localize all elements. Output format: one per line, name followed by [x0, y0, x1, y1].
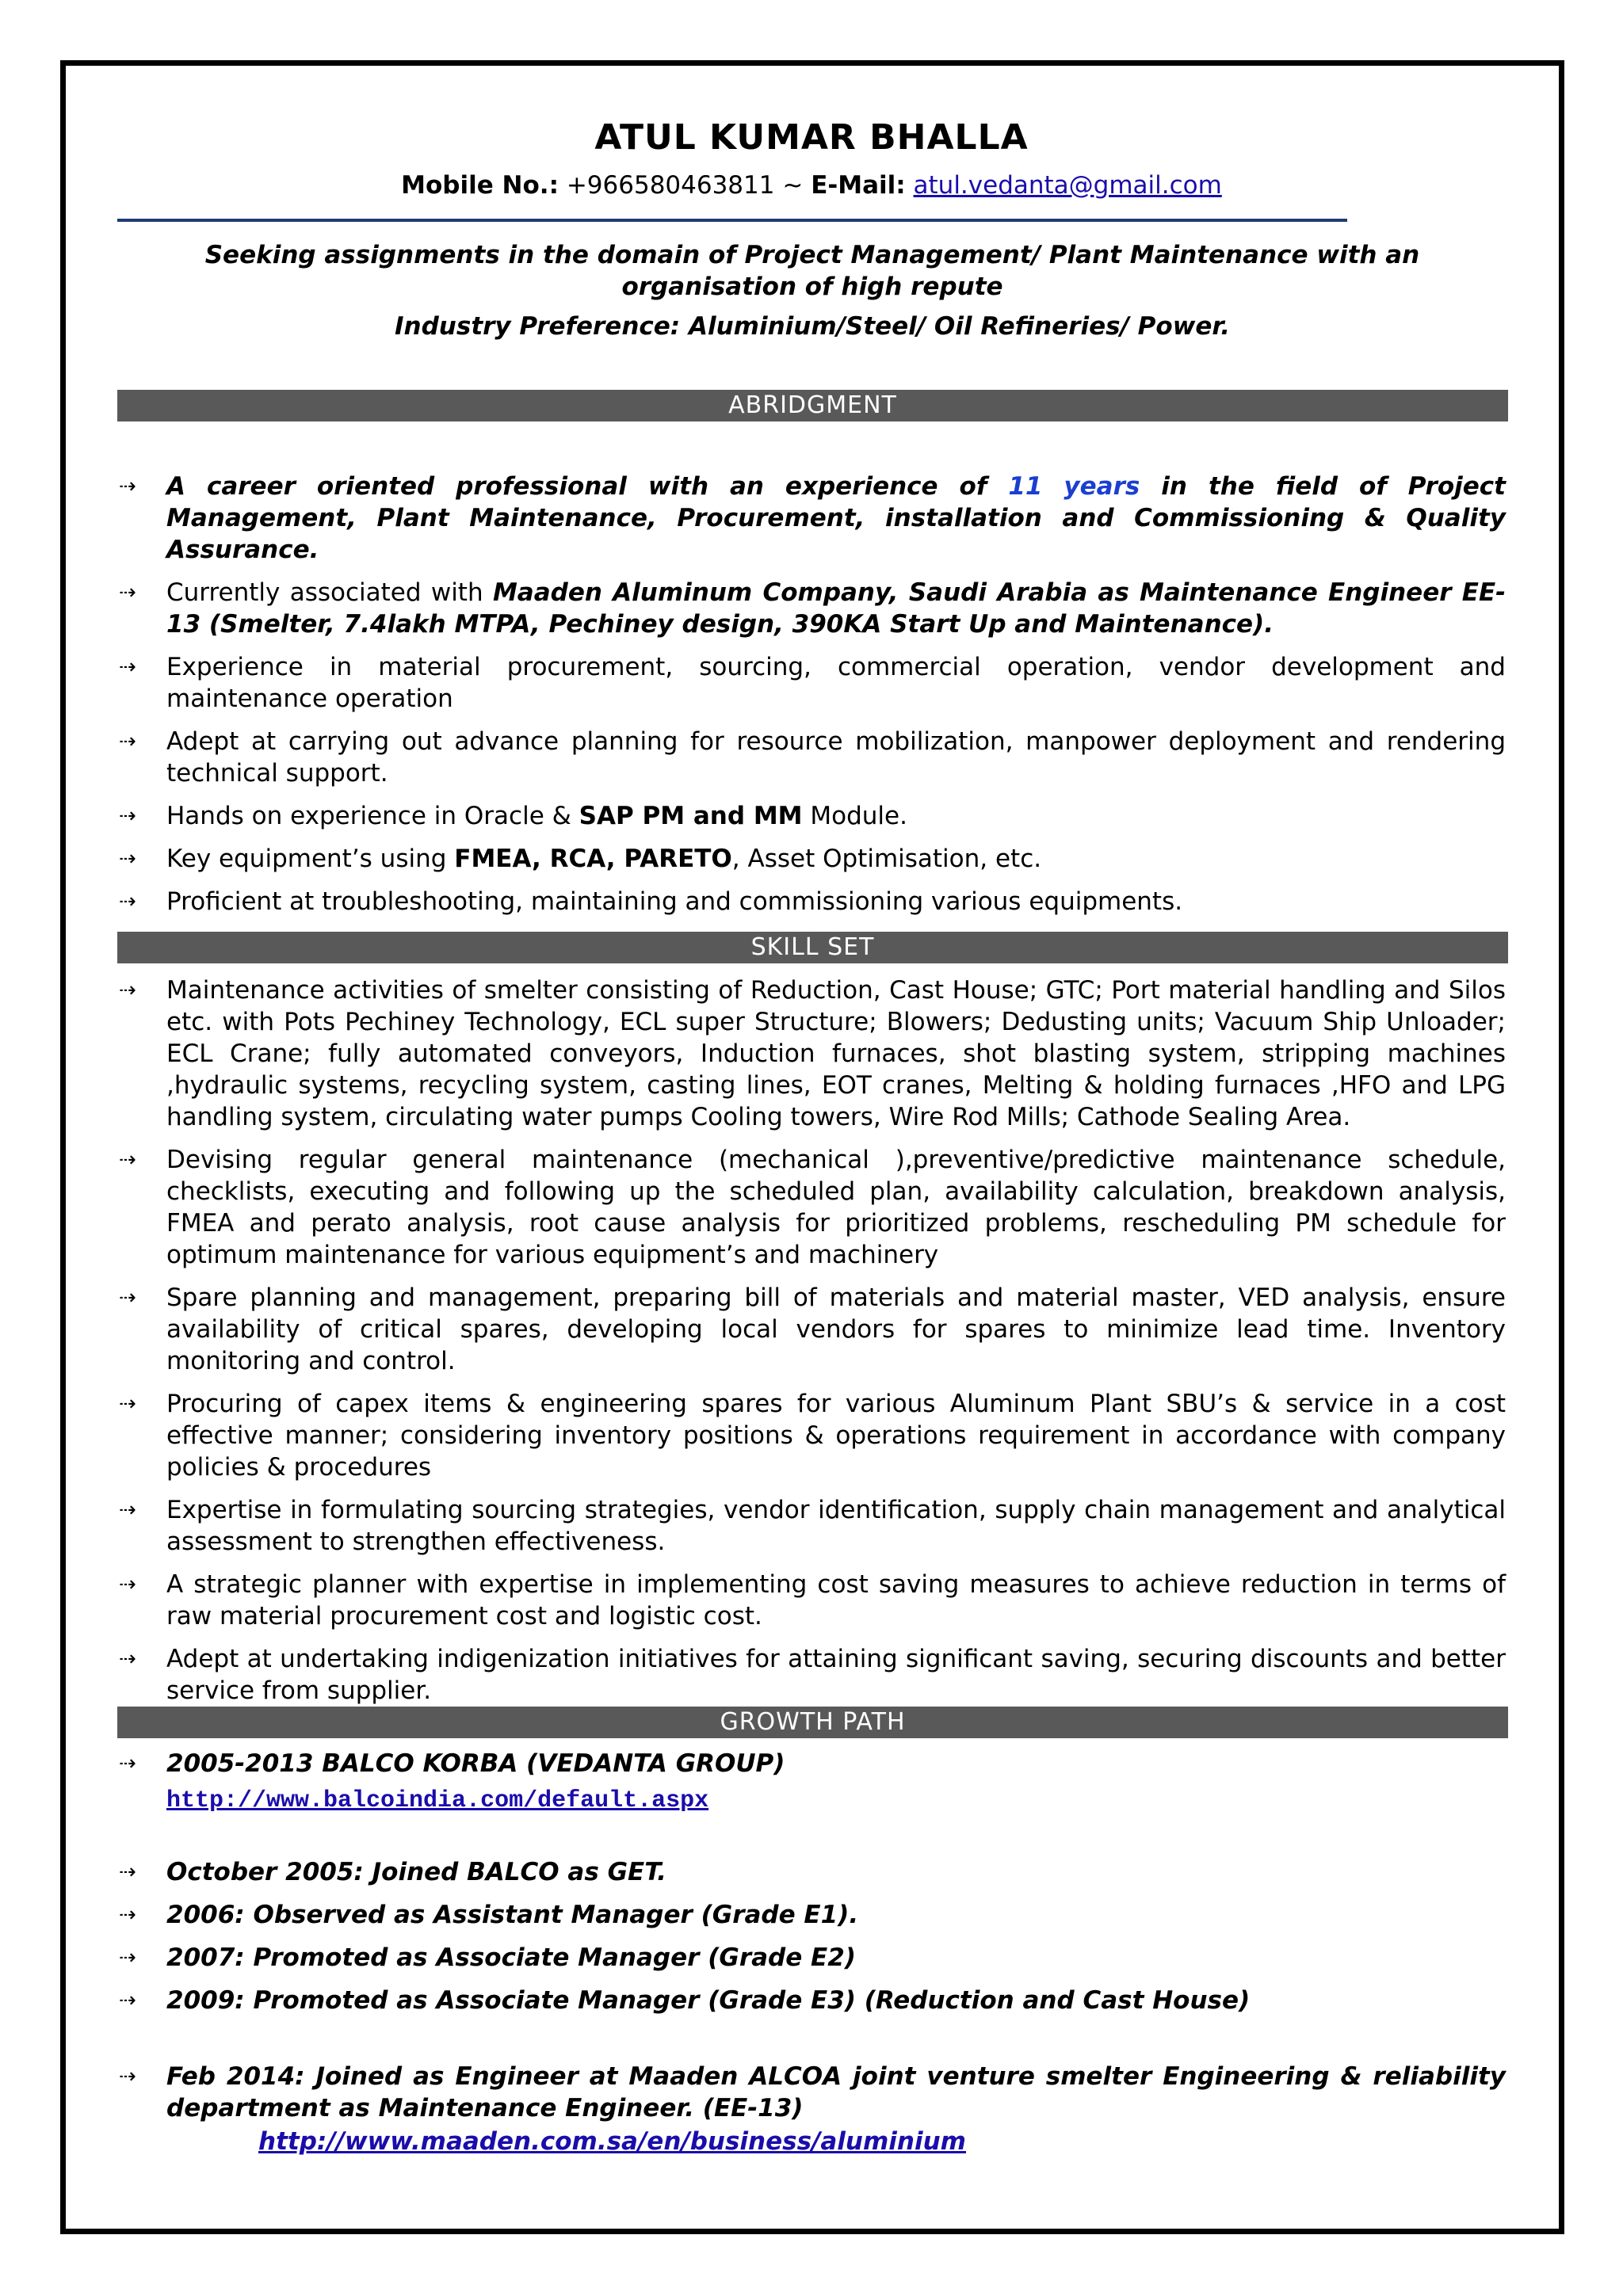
list-item: ⇢ October 2005: Joined BALCO as GET. [119, 1858, 666, 1886]
skill-set-list [117, 974, 1506, 1718]
objective-statement: Seeking assignments in the domain of Project Management/ Plant Maintenance with an organisation of high repute [204, 241, 1420, 301]
list-item: ⇢ Key equipment’s using FMEA, RCA, PARETO, Asset Optimisation, etc. [119, 845, 1042, 873]
list-item: ⇢ 2006: Observed as Assistant Manager (Grade E1). [119, 1901, 859, 1929]
list-item: ⇢ Adept at undertaking indigenization initiatives for attaining significant saving, securing discounts and better service from supplier. [119, 1645, 1506, 1705]
bullet-arrow-icon: ⇢ [119, 890, 136, 913]
bullet-arrow-icon: ⇢ [119, 1989, 136, 2012]
mobile-label: Mobile No.: [401, 171, 559, 200]
section-header-abridgment: ABRIDGMENT [117, 390, 1508, 421]
mobile-number: +966580463811 [566, 171, 775, 200]
section-header-growth-path: GROWTH PATH [117, 1707, 1508, 1738]
bullet-arrow-icon: ⇢ [119, 1752, 136, 1775]
contact-separator: ~ [782, 171, 804, 200]
bullet-arrow-icon: ⇢ [119, 978, 136, 1002]
email-link[interactable]: atul.vedanta@gmail.com [913, 171, 1222, 200]
email-label: E-Mail: [811, 171, 906, 200]
header-divider [117, 219, 1347, 222]
industry-preference: Industry Preference: Aluminium/Steel/ Oil Refineries/ Power. [395, 312, 1230, 341]
abridgment-list [117, 471, 1506, 929]
list-item [117, 1748, 1506, 1817]
bullet-arrow-icon: ⇢ [119, 847, 136, 871]
list-item: ⇢ A strategic planner with expertise in implementing cost saving measures to achieve reduction in terms of raw material procurement cost and logistic cost. [119, 1570, 1506, 1630]
bullet-arrow-icon: ⇢ [119, 1148, 136, 1172]
list-item: ⇢ A career oriented professional with an experience of 11 years in the field of Project Management, Plant Maintenance, Procurement, installation and Commissioning & Quality Assurance. [119, 472, 1506, 564]
list-item: ⇢ 2007: Promoted as Associate Manager (Grade E2) [119, 1943, 856, 1972]
bullet-arrow-icon: ⇢ [119, 2065, 136, 2088]
list-item: ⇢ Feb 2014: Joined as Engineer at Maaden ALCOA joint venture smelter Engineering & reliability department as Maintenance Engineer. (EE-13) http://www.maaden.com.sa/en/business/aluminium [119, 2062, 1506, 2156]
bullet-arrow-icon: ⇢ [119, 730, 136, 753]
list-item: ⇢ Procuring of capex items & engineering spares for various Aluminum Plant SBU’s & service in a cost effective manner; considering inventory positions & operations requirement in accordance with company policies & procedures [119, 1390, 1506, 1482]
bullet-arrow-icon: ⇢ [119, 1946, 136, 1970]
balco-website-link[interactable]: http://www.balcoindia.com/default.aspx [166, 1787, 709, 1814]
experience-years: 11 years [1008, 472, 1140, 501]
candidate-name: ATUL KUMAR BHALLA [594, 117, 1029, 158]
bullet-arrow-icon: ⇢ [119, 804, 136, 828]
list-item: ⇢ Currently associated with Maaden Aluminum Company, Saudi Arabia as Maintenance Engineer EE-13 (Smelter, 7.4lakh MTPA, Pechiney design, 390KA Start Up and Maintenance). [119, 578, 1506, 639]
list-item: ⇢ Hands on experience in Oracle & SAP PM and MM Module. [119, 802, 907, 830]
maaden-website-link[interactable]: http://www.maaden.com.sa/en/business/aluminium [258, 2127, 966, 2156]
list-item: ⇢ Expertise in formulating sourcing strategies, vendor identification, supply chain management and analytical assessment to strengthen effectiveness. [119, 1496, 1506, 1556]
list-item: ⇢ Devising regular general maintenance (mechanical ),preventive/predictive maintenance schedule, checklists, executing and following up the scheduled plan, availability calculation, breakdown analysis, FMEA and perato analysis, root cause analysis for prioritized problems, rescheduling PM schedule for optimum maintenance for various equipment’s and machinery [119, 1146, 1506, 1269]
bullet-arrow-icon: ⇢ [119, 655, 136, 679]
bullet-arrow-icon: ⇢ [119, 1903, 136, 1927]
list-item: ⇢ Experience in material procurement, sourcing, commercial operation, vendor development and maintenance operation [119, 653, 1506, 713]
bullet-arrow-icon: ⇢ [119, 1286, 136, 1310]
contact-line [0, 171, 1623, 200]
section-header-skill-set: SKILL SET [117, 932, 1508, 963]
list-item: ⇢ Maintenance activities of smelter consisting of Reduction, Cast House; GTC; Port material handling and Silos etc. with Pots Pechiney Technology, ECL super Structure; Blowers; Dedusting units; Vacuum Ship Unloader; ECL Crane; fully automated conveyors, Induction furnaces, shot blasting system, stripping machines ,hydraulic systems, recycling system, casting lines, EOT cranes, Melting & holding furnaces ,HFO and LPG handling system, circulating water pumps Cooling towers, Wire Rod Mills; Cathode Sealing Area. [119, 976, 1506, 1131]
bullet-arrow-icon: ⇢ [119, 1860, 136, 1884]
list-item: ⇢ Spare planning and management, preparing bill of materials and material master, VED analysis, ensure availability of critical spares, developing local vendors for spares to minimize lead time. Inventory monitoring and control. [119, 1283, 1506, 1375]
bullet-arrow-icon: ⇢ [119, 1392, 136, 1416]
list-item: ⇢ 2009: Promoted as Associate Manager (Grade E3) (Reduction and Cast House) [119, 1986, 1251, 2015]
list-item: ⇢ Proficient at troubleshooting, maintaining and commissioning various equipments. [119, 887, 1183, 916]
growth-path-list [117, 1748, 1506, 2168]
bullet-arrow-icon: ⇢ [119, 1647, 136, 1671]
list-item: ⇢ Adept at carrying out advance planning for resource mobilization, manpower deployment and rendering technical support. [119, 727, 1506, 788]
bullet-arrow-icon: ⇢ [119, 1498, 136, 1522]
employer-heading: 2005-2013 BALCO KORBA (VEDANTA GROUP) [166, 1749, 785, 1778]
bullet-arrow-icon: ⇢ [119, 581, 136, 605]
bullet-arrow-icon: ⇢ [119, 475, 136, 498]
bullet-arrow-icon: ⇢ [119, 1573, 136, 1596]
